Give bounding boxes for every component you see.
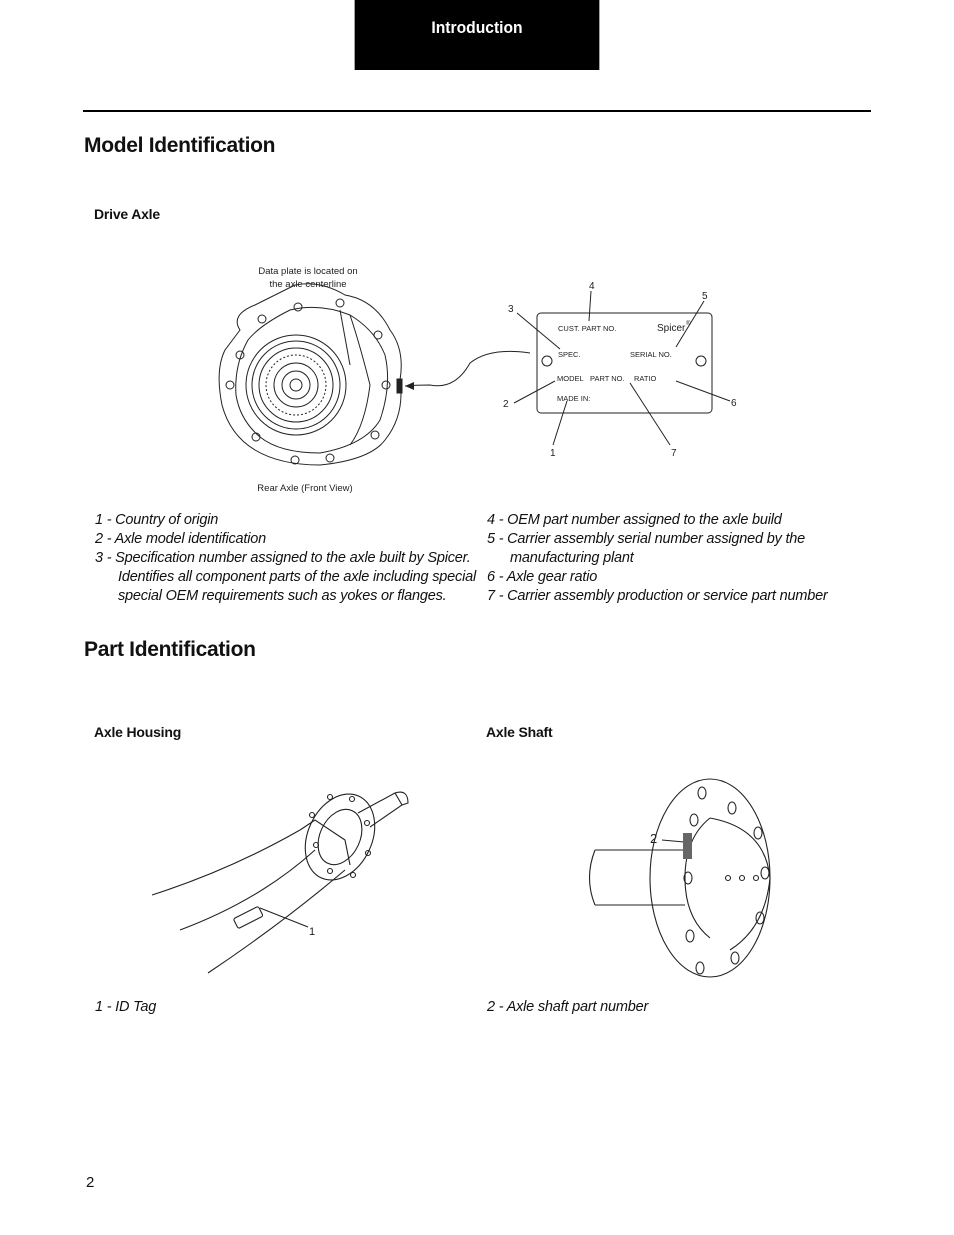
header-rule <box>83 110 871 112</box>
legend-item: 3 - Specification number assigned to the axle built by Spicer. <box>95 550 471 566</box>
plate-brand: Spicer <box>657 323 686 334</box>
axle-housing-figure <box>140 775 440 985</box>
legend-right <box>487 511 828 606</box>
plate-part-no: PART NO. <box>590 374 625 383</box>
legend-item: 2 - Axle model identification <box>95 531 266 547</box>
plate-made-in: MADE IN: <box>557 394 591 403</box>
model-identification-title: Model Identification <box>84 134 276 157</box>
callout-7: 7 <box>671 448 677 459</box>
axle-housing-caption: 1 - ID Tag <box>95 999 157 1015</box>
plate-ratio: RATIO <box>634 374 657 383</box>
section-tab: Introduction <box>355 0 600 70</box>
axle-housing-heading: Axle Housing <box>94 724 182 740</box>
legend-item: 7 - Carrier assembly production or service part number <box>487 588 828 604</box>
legend-item: 5 - Carrier assembly serial number assigned by the <box>487 531 805 547</box>
legend-item: 4 - OEM part number assigned to the axle build <box>487 512 782 528</box>
plate-spec: SPEC. <box>558 350 581 359</box>
callout-2: 2 <box>503 399 509 410</box>
plate-serial-no: SERIAL NO. <box>630 350 672 359</box>
callout-5: 5 <box>702 291 708 302</box>
rear-axle-caption: Rear Axle (Front View) <box>257 483 353 494</box>
callout-6: 6 <box>731 398 737 409</box>
legend-item-continued: special OEM requirements such as yokes or flanges. <box>118 588 447 604</box>
data-plate-note-line1: Data plate is located on <box>258 266 358 277</box>
part-identification-title: Part Identification <box>84 638 256 661</box>
axle-shaft-caption: 2 - Axle shaft part number <box>487 999 649 1015</box>
drive-axle-figure <box>200 255 760 500</box>
legend-item-continued: Identifies all component parts of the axle including special <box>118 569 476 585</box>
callout-4: 4 <box>589 281 595 292</box>
data-plate-note-line2: the axle centerline <box>269 279 347 290</box>
registered-mark: ® <box>686 321 691 327</box>
legend-item-continued: manufacturing plant <box>510 550 634 566</box>
callout-1: 1 <box>550 448 556 459</box>
housing-callout-1: 1 <box>309 926 316 938</box>
callout-3: 3 <box>508 304 514 315</box>
axle-shaft-heading: Axle Shaft <box>486 724 553 740</box>
axle-shaft-figure <box>570 778 780 983</box>
legend-left <box>95 511 476 606</box>
shaft-callout-2: 2 <box>650 831 658 846</box>
part-number-marking <box>683 833 692 859</box>
page-number: 2 <box>86 1174 95 1191</box>
legend-item: 6 - Axle gear ratio <box>487 569 598 585</box>
drive-axle-heading: Drive Axle <box>94 206 160 222</box>
plate-model: MODEL <box>557 374 584 383</box>
plate-cust-part-no: CUST. PART NO. <box>558 324 617 333</box>
legend-item: 1 - Country of origin <box>95 512 219 528</box>
